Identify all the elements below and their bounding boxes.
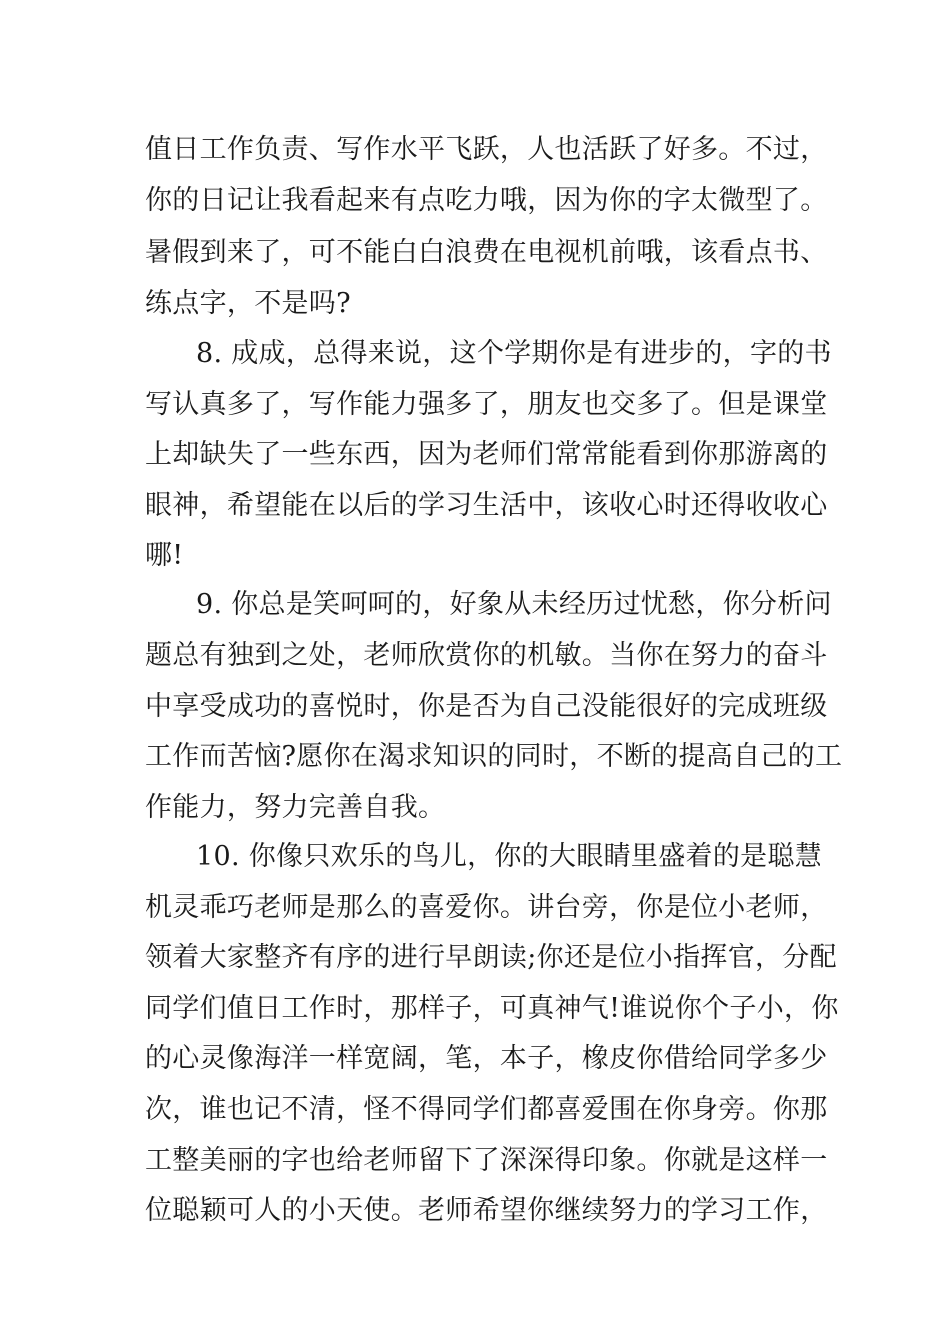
text-line: 领着大家整齐有序的进行早朗读;你还是位小指挥官，分配 (145, 942, 837, 973)
text-line: 写认真多了，写作能力强多了，朋友也交多了。但是课堂 (145, 389, 828, 420)
text-line: 你的日记让我看起来有点吃力哦，因为你的字太微型了。 (145, 185, 828, 216)
text-line: 机灵乖巧老师是那么的喜爱你。讲台旁，你是位小老师， (145, 892, 828, 923)
text-line: 值日工作负责、写作水平飞跃，人也活跃了好多。不过， (145, 134, 828, 165)
text-line: 的心灵像海洋一样宽阔，笔，本子，橡皮你借给同学多少 (145, 1043, 828, 1074)
text-line: 同学们值日工作时，那样子，可真神气!谁说你个子小，你 (145, 993, 839, 1024)
text-line: 工整美丽的字也给老师留下了深深得印象。你就是这样一 (145, 1145, 828, 1176)
text-line: 眼神，希望能在以后的学习生活中，该收心时还得收收心 (145, 490, 828, 521)
text-line: 作能力，努力完善自我。 (145, 792, 446, 823)
text-line: 题总有独到之处，老师欣赏你的机敏。当你在努力的奋斗 (145, 640, 828, 671)
text-line: 工作而苦恼?愿你在渴求知识的同时，不断的提高自己的工 (145, 741, 843, 772)
text-line: 暑假到来了，可不能白白浪费在电视机前哦，该看点书、 (145, 237, 828, 268)
text-line: 位聪颖可人的小天使。老师希望你继续努力的学习工作， (145, 1195, 828, 1226)
text-line: 练点字，不是吗? (145, 288, 351, 319)
text-line: 哪! (145, 540, 184, 571)
paragraph-start-line: 9. 你总是笑呵呵的，好象从未经历过忧愁，你分析问 (196, 589, 832, 620)
paragraph-start-line: 8. 成成，总得来说，这个学期你是有进步的，字的书 (196, 338, 832, 369)
text-line: 上却缺失了一些东西，因为老师们常常能看到你那游离的 (145, 439, 828, 470)
text-line: 中享受成功的喜悦时，你是否为自己没能很好的完成班级 (145, 691, 828, 722)
text-line: 次，谁也记不清，怪不得同学们都喜爱围在你身旁。你那 (145, 1094, 828, 1125)
paragraph-start-line: 10. 你像只欢乐的鸟儿，你的大眼睛里盛着的是聪慧 (196, 841, 823, 872)
